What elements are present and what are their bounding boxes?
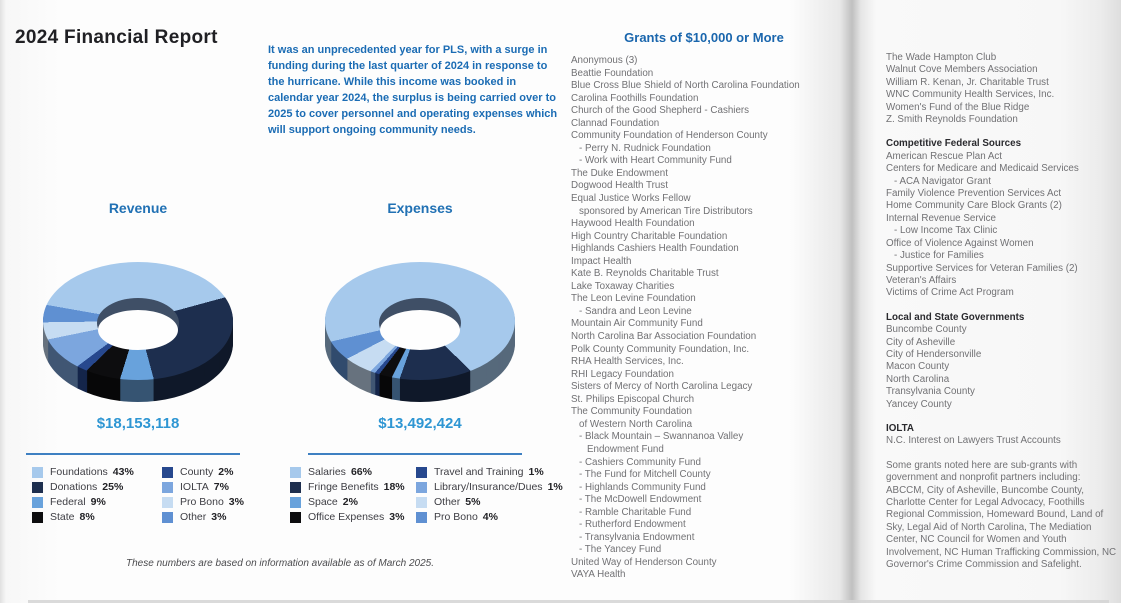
legend-item: [290, 496, 405, 508]
legend-percent: 1%: [528, 466, 544, 478]
legend-swatch: [416, 467, 427, 478]
legend-item: [416, 511, 563, 523]
legend-item: [290, 481, 405, 493]
grant-list-item: Mountain Air Community Fund: [571, 318, 703, 330]
legend-label: Foundations: [50, 466, 108, 478]
grant-list-item: The Duke Endowment: [571, 167, 668, 179]
funder-list-item: American Rescue Plan Act: [886, 150, 1002, 162]
legend-item: [416, 466, 563, 478]
section-header: Competitive Federal Sources: [886, 138, 1022, 150]
grant-list-item: Haywood Health Foundation: [571, 218, 695, 230]
expenses-divider-line: [308, 453, 522, 455]
grant-list-item: - Highlands Community Fund: [579, 481, 706, 493]
legend-percent: 3%: [211, 511, 227, 523]
legend-percent: 3%: [389, 511, 405, 523]
grant-list-item: Anonymous (3): [571, 55, 638, 66]
revenue-total: $18,153,118: [96, 415, 180, 432]
grant-list-item: High Country Charitable Foundation: [571, 230, 728, 242]
grant-list-item: St. Philips Episcopal Church: [571, 393, 695, 405]
funder-list-item: - ACA Navigator Grant: [894, 175, 991, 187]
expenses-legend: [300, 466, 563, 536]
legend-percent: 18%: [383, 481, 405, 493]
funder-list-item: Transylvania County: [886, 386, 975, 398]
legend-item: [162, 511, 244, 523]
funder-list-item: Veteran's Affairs: [886, 274, 957, 286]
grant-list-item: - Perry N. Rudnick Foundation: [579, 142, 711, 154]
legend-swatch: [32, 512, 43, 523]
legend-item: [32, 511, 134, 523]
legend-percent: 7%: [213, 481, 229, 493]
legend-label: Library/Insurance/Dues: [434, 481, 543, 493]
funder-list-item: City of Asheville: [886, 336, 956, 348]
subgrants-note: Some grants noted here are sub-grants with government and nonprofit partners including: ABCCM, City of Asheville, Buncombe County, Charlotte Center for Legal Advocacy, Foothills Regional Commission, Homeward Bound, Land of Sky, Legal Aid of North Carolina, The Mediation Center, NC Council for Women and Youth Involvement, NC Human Trafficking Commission, NC Governor's Crime Commission and Safelight.: [886, 459, 1117, 571]
legend-swatch: [32, 482, 43, 493]
legend-percent: 5%: [465, 496, 481, 508]
grant-list-item: - The Yancey Fund: [579, 544, 662, 556]
funder-list-item: Home Community Care Block Grants (2): [886, 200, 1062, 212]
legend-percent: 3%: [228, 496, 244, 508]
legend-swatch: [290, 497, 301, 508]
expenses-total: $13,492,424: [378, 415, 462, 432]
legend-swatch: [416, 497, 427, 508]
funder-list-item: Buncombe County: [886, 324, 967, 336]
revenue-legend-column-2: [162, 466, 244, 526]
legend-percent: 2%: [218, 466, 234, 478]
legend-label: County: [180, 466, 214, 478]
funder-list-item: Victims of Crime Act Program: [886, 287, 1014, 299]
grant-list-item: - Rutherford Endowment: [579, 519, 686, 531]
legend-item: [162, 481, 244, 493]
grant-list-item: Equal Justice Works Fellow: [571, 193, 691, 205]
grant-list-item: Impact Health: [571, 255, 632, 267]
grant-list-item: Blue Cross Blue Shield of North Carolina Foundation: [571, 80, 800, 92]
legend-item: [162, 466, 244, 478]
donut-hole: [98, 310, 178, 350]
grant-list-item: The Leon Levine Foundation: [571, 293, 696, 305]
grant-list-item: - Ramble Charitable Fund: [579, 506, 692, 518]
revenue-chart-title: Revenue: [108, 200, 168, 216]
spacer: [886, 300, 1120, 312]
legend-swatch: [32, 467, 43, 478]
legend-label: Federal: [50, 496, 86, 508]
expenses-legend-column-1: [290, 466, 405, 526]
legend-item: [162, 496, 244, 508]
grant-list-item: - Cashiers Community Fund: [579, 456, 701, 468]
grant-list-item: VAYA Health: [571, 569, 626, 581]
legend-item: [290, 466, 405, 478]
grant-list-item: Polk County Community Foundation, Inc.: [571, 343, 750, 355]
funder-list-item: City of Hendersonville: [886, 348, 982, 360]
legend-item: [32, 496, 134, 508]
legend-label: Pro Bono: [180, 496, 224, 508]
grant-list-item: RHA Health Services, Inc.: [571, 356, 684, 368]
legend-swatch: [416, 482, 427, 493]
funder-list-item: WNC Community Health Services, Inc.: [886, 89, 1055, 101]
grant-list-item: - The Fund for Mitchell County: [579, 469, 711, 481]
legend-item: [290, 511, 405, 523]
grant-list-item: Church of the Good Shepherd - Cashiers: [571, 105, 750, 117]
spacer: [886, 411, 1120, 423]
legend-swatch: [290, 482, 301, 493]
expenses-chart-section: [300, 200, 563, 545]
grant-list-item: North Carolina Bar Association Foundation: [571, 331, 757, 343]
legend-swatch: [162, 467, 173, 478]
grant-list-item: Kate B. Reynolds Charitable Trust: [571, 268, 719, 280]
grant-list-item: Clannad Foundation: [571, 117, 660, 129]
legend-item: [32, 466, 134, 478]
right-column: [886, 52, 1120, 571]
funder-list-item: Women's Fund of the Blue Ridge: [886, 101, 1030, 113]
funder-list-item: Supportive Services for Veteran Families (2): [886, 262, 1078, 274]
funder-list-item: Macon County: [886, 361, 950, 373]
revenue-legend: [18, 466, 258, 536]
revenue-legend-column-1: [32, 466, 134, 526]
expenses-chart-title: Expenses: [387, 200, 453, 216]
funder-list-item: Walnut Cove Members Association: [886, 64, 1038, 76]
funder-list-item: William R. Kenan, Jr. Charitable Trust: [886, 76, 1049, 88]
revenue-donut-chart: [43, 262, 233, 404]
grant-list-item: - Work with Heart Community Fund: [579, 155, 732, 167]
legend-swatch: [416, 512, 427, 523]
legend-percent: 66%: [350, 466, 372, 478]
legend-percent: 2%: [342, 496, 358, 508]
grant-list-item: RHI Legacy Foundation: [571, 368, 674, 380]
grant-list-item: Community Foundation of Henderson County: [571, 130, 768, 142]
revenue-divider-line: [26, 453, 240, 455]
expenses-legend-column-2: [416, 466, 563, 526]
legend-label: Office Expenses: [308, 511, 385, 523]
funder-list-item: N.C. Interest on Lawyers Trust Accounts: [886, 435, 1061, 447]
grant-list-item: Sisters of Mercy of North Carolina Legacy: [571, 381, 753, 393]
grant-list-item: Highlands Cashiers Health Foundation: [571, 243, 739, 255]
legend-label: Other: [180, 511, 207, 523]
funder-list-item: Yancey County: [886, 398, 952, 410]
legend-swatch: [162, 512, 173, 523]
grants-heading: Grants of $10,000 or More: [624, 30, 784, 45]
page-title: 2024 Financial Report: [15, 27, 218, 48]
legend-label: Other: [434, 496, 461, 508]
legend-label: Salaries: [308, 466, 346, 478]
grant-list-item: - Sandra and Leon Levine: [579, 305, 692, 317]
legend-item: [416, 496, 563, 508]
expenses-donut-chart: [325, 262, 515, 404]
legend-item: [416, 481, 563, 493]
grant-list-item: Carolina Foothills Foundation: [571, 92, 699, 104]
donut-hole: [380, 310, 460, 350]
funder-list-item: - Justice for Families: [894, 250, 984, 262]
legend-label: State: [50, 511, 75, 523]
intro-paragraph: It was an unprecedented year for PLS, with a surge in funding during the last quarter of 2024 in response to the hurricane. While this income was booked in calendar year 2024, the surplus is being carried over to 2025 to cover personnel and operating expenses which will support ongoing community needs.: [268, 44, 558, 136]
legend-percent: 1%: [547, 481, 563, 493]
grant-list-item: sponsored by American Tire Distributors: [579, 205, 753, 217]
grant-list-item: United Way of Henderson County: [571, 556, 717, 568]
funder-list-item: Z. Smith Reynolds Foundation: [886, 114, 1018, 126]
spacer: [886, 126, 1120, 138]
grants-list: [571, 55, 856, 582]
grant-list-item: of Western North Carolina: [579, 418, 693, 430]
grant-list-item: Dogwood Health Trust: [571, 180, 668, 192]
footnote: These numbers are based on information available as of March 2025.: [126, 558, 434, 569]
grant-list-item: - Transylvania Endowment: [579, 531, 695, 543]
legend-label: Space: [308, 496, 338, 508]
section-header: Local and State Governments: [886, 311, 1025, 323]
legend-percent: 43%: [112, 466, 134, 478]
grant-list-item: Beattie Foundation: [571, 67, 654, 79]
grant-list-item: - Black Mountain – Swannanoa Valley: [579, 431, 744, 443]
legend-label: Donations: [50, 481, 98, 493]
legend-swatch: [32, 497, 43, 508]
legend-swatch: [162, 482, 173, 493]
funder-list-item: - Low Income Tax Clinic: [894, 225, 998, 237]
grant-list-item: The Community Foundation: [571, 406, 692, 418]
funder-list-item: The Wade Hampton Club: [886, 52, 997, 63]
legend-swatch: [162, 497, 173, 508]
funder-list-item: Family Violence Prevention Services Act: [886, 188, 1062, 200]
legend-label: Travel and Training: [434, 466, 524, 478]
grant-list-item: Endowment Fund: [587, 443, 664, 455]
grant-list-item: - The McDowell Endowment: [579, 494, 702, 506]
legend-percent: 4%: [482, 511, 498, 523]
funder-list-item: Centers for Medicare and Medicaid Services: [886, 163, 1079, 175]
legend-label: Pro Bono: [434, 511, 478, 523]
legend-percent: 25%: [102, 481, 124, 493]
spacer: [886, 448, 1120, 460]
legend-label: IOLTA: [180, 481, 209, 493]
funder-list-item: Internal Revenue Service: [886, 212, 997, 224]
legend-item: [32, 481, 134, 493]
section-header: IOLTA: [886, 422, 914, 434]
legend-percent: 8%: [79, 511, 95, 523]
legend-label: Fringe Benefits: [308, 481, 379, 493]
grant-list-item: Lake Toxaway Charities: [571, 280, 675, 292]
legend-percent: 9%: [90, 496, 106, 508]
funder-list-item: Office of Violence Against Women: [886, 237, 1034, 249]
revenue-chart-section: [18, 200, 258, 545]
legend-swatch: [290, 467, 301, 478]
legend-swatch: [290, 512, 301, 523]
funder-list-item: North Carolina: [886, 373, 950, 385]
